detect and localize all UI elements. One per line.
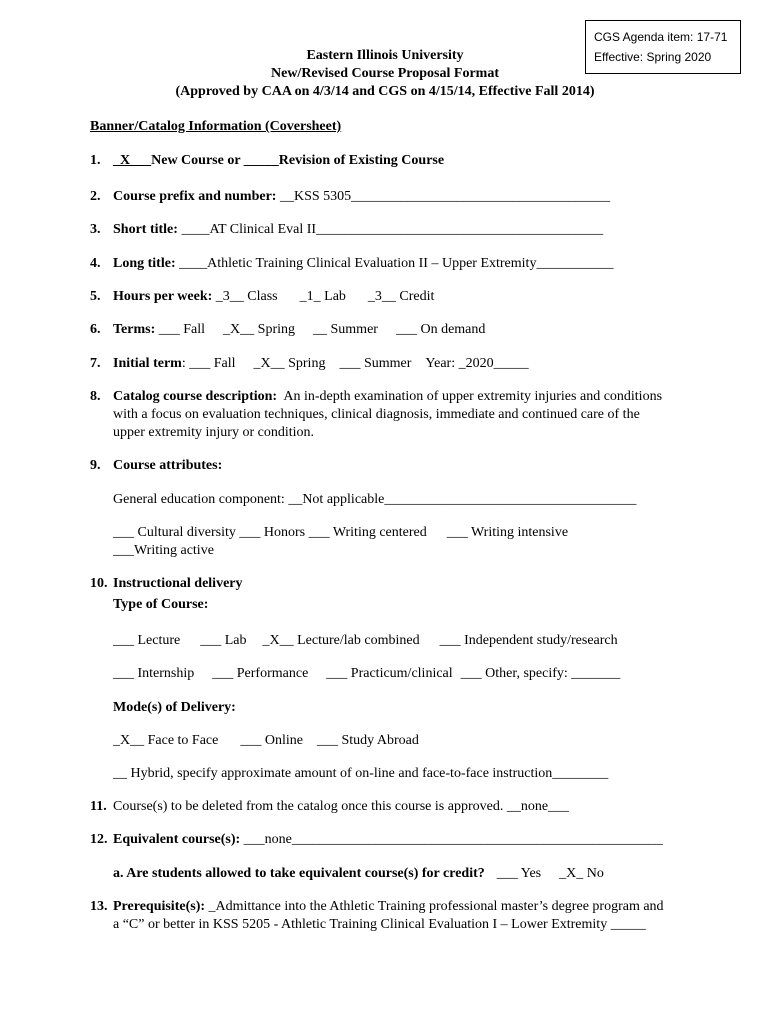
course-attributes-label: Course attributes: bbox=[113, 458, 223, 473]
catalog-description: An in-depth examination of upper extremity injuries and conditions with a focus on evaluation techniques, clinical diagnosis, immediate and continued care of the upper extremity injury or condition. bbox=[113, 389, 663, 440]
item-7 bbox=[90, 355, 529, 373]
item-8-number bbox=[90, 388, 113, 406]
item-3 bbox=[90, 221, 603, 239]
item-number: 10. bbox=[90, 576, 108, 591]
type-lab: ___ Lab bbox=[200, 633, 247, 648]
university-name: Eastern Illinois University bbox=[306, 48, 464, 63]
item-11 bbox=[90, 798, 569, 816]
item-number: 9. bbox=[90, 458, 101, 473]
long-title-label: Long title: bbox=[113, 256, 176, 271]
prerequisites-label: Prerequisite(s): bbox=[113, 899, 206, 914]
initial-spring: _X__ Spring bbox=[253, 356, 326, 371]
delivery-online: ___ Online bbox=[240, 733, 303, 748]
terms-label: Terms: bbox=[113, 322, 156, 337]
initial-summer: ___ Summer bbox=[339, 356, 412, 371]
courses-to-delete: Course(s) to be deleted from the catalog once this course is approved. __none___ bbox=[113, 799, 570, 814]
item-number: 11. bbox=[90, 799, 107, 814]
item-5 bbox=[90, 288, 434, 306]
item-12 bbox=[90, 831, 663, 849]
item-number: 2. bbox=[90, 189, 101, 204]
item-1 bbox=[90, 152, 444, 170]
long-title-value: ____Athletic Training Clinical Evaluation II – Upper Extremity___________ bbox=[175, 256, 614, 271]
equivalent-courses-value: ___none_____________________________________________________ bbox=[240, 832, 663, 847]
delivery-study-abroad: ___ Study Abroad bbox=[316, 733, 419, 748]
type-internship: ___ Internship bbox=[113, 666, 195, 681]
credit-hours: _3__ Credit bbox=[367, 289, 435, 304]
agenda-effective: Effective: Spring 2020 bbox=[594, 50, 712, 64]
item-number: 7. bbox=[90, 356, 101, 371]
course-type-row-1 bbox=[113, 632, 618, 650]
item-number: 4. bbox=[90, 256, 101, 271]
item-13 bbox=[113, 898, 673, 934]
term-fall: ___ Fall bbox=[155, 322, 206, 337]
short-title-label: Short title: bbox=[113, 222, 178, 237]
initial-fall: : ___ Fall bbox=[181, 356, 236, 371]
type-performance: ___ Performance bbox=[212, 666, 309, 681]
item-4 bbox=[90, 255, 613, 273]
type-practicum: ___ Practicum/clinical bbox=[326, 666, 453, 681]
lab-hours: _1_ Lab bbox=[299, 289, 346, 304]
item-number: 8. bbox=[90, 389, 101, 404]
writing-intensive: ___ Writing intensive bbox=[446, 525, 569, 540]
section-title: Banner/Catalog Information (Coversheet) bbox=[90, 119, 342, 134]
attributes-cultural-honors-centered: ___ Cultural diversity ___ Honors ___ Writing centered bbox=[113, 525, 427, 540]
class-hours: _3__ Class bbox=[212, 289, 278, 304]
type-of-course-label: Type of Course: bbox=[113, 597, 209, 612]
equivalent-no: _X_ No bbox=[559, 866, 604, 881]
type-lecture-lab: _X__ Lecture/lab combined bbox=[262, 633, 420, 648]
course-type-row-2 bbox=[113, 665, 620, 683]
item-number: 13. bbox=[90, 899, 108, 914]
delivery-row bbox=[113, 732, 419, 750]
type-lecture: ___ Lecture bbox=[113, 633, 181, 648]
term-spring: _X__ Spring bbox=[223, 322, 295, 337]
type-independent: ___ Independent study/research bbox=[439, 633, 618, 648]
item-number: 12. bbox=[90, 832, 108, 847]
equivalent-credit-question bbox=[113, 865, 604, 883]
short-title-value: ____AT Clinical Eval II_________________________________________ bbox=[177, 222, 604, 237]
gen-ed-component: General education component: __Not applicable____________________________________ bbox=[113, 492, 637, 507]
item-10 bbox=[90, 575, 243, 593]
proposal-format: New/Revised Course Proposal Format bbox=[271, 66, 499, 81]
attributes-row-1 bbox=[113, 524, 568, 542]
item-9 bbox=[90, 457, 222, 475]
initial-year: Year: _2020_____ bbox=[425, 356, 529, 371]
item-13-number bbox=[90, 898, 113, 916]
writing-active: ___Writing active bbox=[113, 543, 214, 558]
mode-of-delivery-label: Mode(s) of Delivery: bbox=[113, 700, 236, 715]
approval-note: (Approved by CAA on 4/3/14 and CGS on 4/15/14, Effective Fall 2014) bbox=[175, 84, 595, 99]
term-summer: __ Summer bbox=[313, 322, 378, 337]
item-number: 3. bbox=[90, 222, 101, 237]
new-or-revision: _New Course or _____Revision of Existing Course bbox=[144, 153, 445, 168]
equivalent-credit-label: a. Are students allowed to take equivalent course(s) for credit? bbox=[113, 866, 485, 881]
equivalent-courses-label: Equivalent course(s): bbox=[113, 832, 241, 847]
term-on-demand: ___ On demand bbox=[395, 322, 486, 337]
equivalent-yes: ___ Yes bbox=[496, 866, 542, 881]
delivery-hybrid: __ Hybrid, specify approximate amount of on-line and face-to-face instruction________ bbox=[113, 766, 609, 781]
hours-label: Hours per week: bbox=[113, 289, 213, 304]
item-2 bbox=[90, 188, 610, 206]
item-number: 5. bbox=[90, 289, 101, 304]
initial-term-label: Initial term bbox=[113, 356, 182, 371]
item-6 bbox=[90, 321, 485, 339]
type-other: ___ Other, specify: _______ bbox=[460, 666, 621, 681]
item-number: 1. bbox=[90, 153, 101, 168]
new-course-mark: _X__ bbox=[113, 153, 145, 168]
instructional-delivery-label: Instructional delivery bbox=[113, 576, 243, 591]
item-number: 6. bbox=[90, 322, 101, 337]
course-prefix-label: Course prefix and number: bbox=[113, 189, 277, 204]
delivery-face-to-face: _X__ Face to Face bbox=[113, 733, 219, 748]
prerequisites-text: _Admittance into the Athletic Training professional master’s degree program and a “C” or better in KSS 5205 - Athletic Training Clinical Evaluation I – Lower Extremity _____ bbox=[113, 899, 664, 932]
item-8 bbox=[113, 388, 673, 442]
course-prefix-value: __KSS 5305_____________________________________ bbox=[276, 189, 611, 204]
agenda-item: CGS Agenda item: 17-71 bbox=[594, 30, 728, 44]
catalog-description-label: Catalog course description: bbox=[113, 389, 278, 404]
